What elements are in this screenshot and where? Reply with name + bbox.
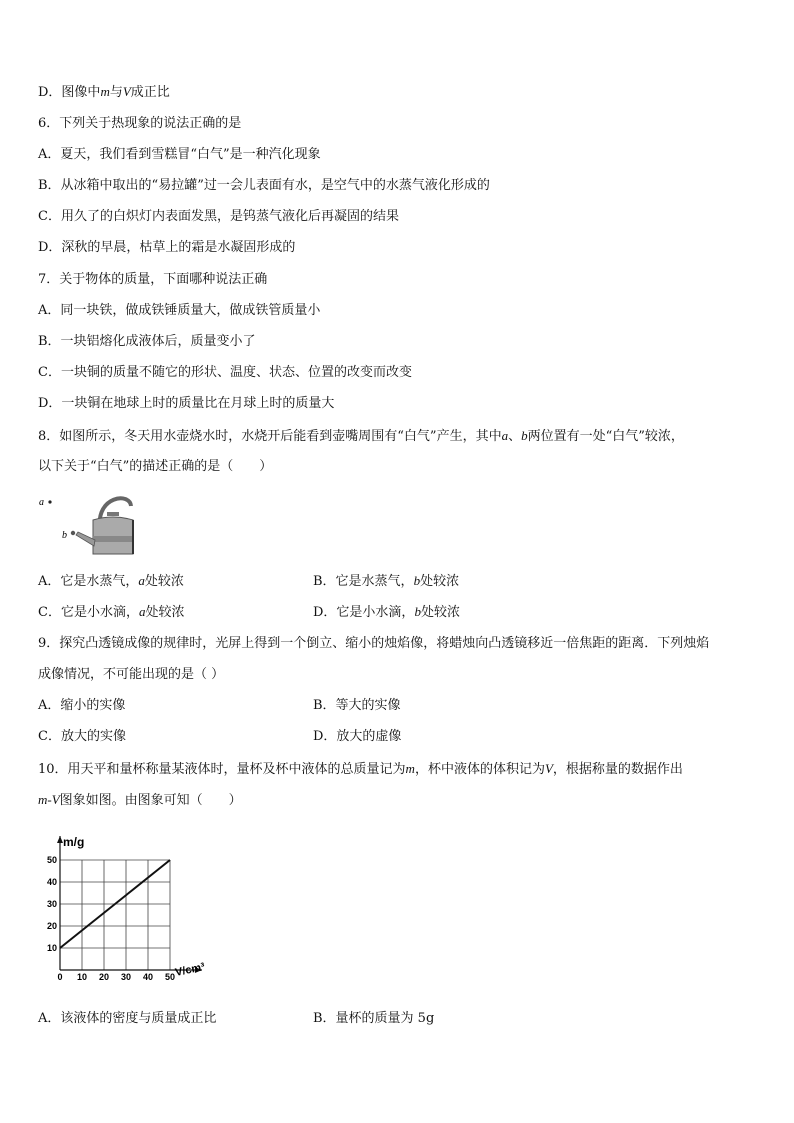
q9-stem-line1: 9．探究凸透镜成像的规律时，光屏上得到一个倒立、缩小的烛焰像，将蜡烛向凸透镜移近一倍焦距的距离．下列烛焰: [38, 636, 710, 651]
q8-option-b-var: b: [413, 573, 421, 588]
q10-option-a: A．该液体的密度与质量成正比: [38, 1011, 217, 1026]
kettle-spout: [76, 532, 95, 546]
x-tick-label: 50: [164, 972, 176, 982]
q10-stem-line2: [38, 792, 242, 809]
q7-stem: 7．关于物体的质量，下面哪种说法正确: [38, 272, 268, 287]
x-tick-label: 40: [142, 972, 154, 982]
q8-option-a-pre: A．它是水蒸气，: [38, 574, 139, 589]
x-axis-label: V/cm³: [174, 960, 206, 979]
q10-stem-pre: 10．用天平和量杯称量某液体时，量杯及杯中液体的总质量记为: [38, 762, 406, 777]
mv-graph: [30, 824, 230, 994]
x-tick-label: 10: [76, 972, 88, 982]
kettle-lid: [107, 512, 119, 516]
var-v: V: [122, 84, 131, 99]
x-tick-label: 30: [120, 972, 132, 982]
q9-stem-line2: 成像情况，不可能出现的是（ ）: [38, 667, 225, 682]
q6-option-c: C．用久了的白炽灯内表面发黑，是钨蒸气液化后再凝固的结果: [38, 209, 399, 224]
var-v: V: [544, 761, 553, 776]
point-a-dot: [48, 500, 51, 503]
var-m: m: [405, 761, 415, 776]
q6-option-d: D．深秋的早晨，枯草上的霜是水凝固形成的: [38, 240, 296, 255]
q6-option-a: A．夏天，我们看到雪糕冒“白气”是一种汽化现象: [38, 147, 321, 162]
q7-option-b: B．一块铝熔化成液体后，质量变小了: [38, 334, 256, 349]
q8-option-c: [38, 604, 184, 621]
q10-stem-mid: ，杯中液体的体积记为: [414, 762, 545, 777]
q8-stem-post: 两位置有一处“白气”较浓，: [527, 429, 684, 444]
y-tick-label: 40: [46, 877, 57, 887]
q9-option-a: A．缩小的实像: [38, 698, 126, 713]
q8-stem-pre: 8．如图所示，冬天用水壶烧水时，水烧开后能看到壶嘴周围有“白气”产生，其中: [38, 429, 502, 444]
q9-option-d: D．放大的虚像: [313, 729, 402, 744]
y-axis-label: m/g: [63, 835, 85, 849]
q8-option-c-pre: C．它是小水滴，: [38, 605, 139, 620]
x-tick-label: 0: [57, 972, 63, 982]
y-tick-label: 30: [46, 899, 57, 909]
q8-option-b: [313, 573, 459, 590]
kettle-band: [93, 536, 133, 542]
q8-option-a: [38, 573, 184, 590]
q10-stem-post: ，根据称量的数据作出: [552, 762, 683, 777]
q8-stem-line2: 以下关于“白气”的描述正确的是（ ）: [38, 459, 273, 474]
x-tick-label: 20: [98, 972, 110, 982]
q10-option-b: B．量杯的质量为 5g: [313, 1011, 435, 1026]
var-a: a: [501, 428, 509, 443]
q5-option-d: [38, 84, 170, 101]
figure-label-a: a: [39, 497, 44, 508]
kettle-figure: [38, 488, 138, 558]
q8-option-c-post: 处较浓: [145, 605, 185, 620]
q8-option-b-pre: B．它是水蒸气，: [313, 574, 414, 589]
mv-graph-svg: [30, 824, 230, 994]
y-tick-label: 50: [46, 855, 57, 865]
var-m: m: [100, 84, 110, 99]
q8-option-d: [313, 604, 460, 621]
q9-option-b: B．等大的实像: [313, 698, 401, 713]
q6-stem: 6．下列关于热现象的说法正确的是: [38, 116, 242, 131]
q5-option-d-prefix: D．图像中: [38, 85, 101, 100]
var-b: b: [521, 428, 528, 443]
q8-sep: 、: [508, 429, 522, 444]
q7-option-c: C．一块铜的质量不随它的形状、温度、状态、位置的改变而改变: [38, 365, 412, 380]
q6-option-b: B．从冰箱中取出的“易拉罐”过一会儿表面有水，是空气中的水蒸气液化形成的: [38, 178, 490, 193]
q5-option-d-suffix: 成正比: [130, 85, 170, 100]
q8-option-c-var: a: [138, 604, 146, 619]
q8-option-d-var: b: [414, 604, 421, 619]
point-b-dot: [71, 531, 75, 535]
q7-option-d: D．一块铜在地球上时的质量比在月球上时的质量大: [38, 396, 335, 411]
q8-stem-line1: [38, 428, 684, 445]
q10-stem-post2: 图象如图。由图象可知（ ）: [59, 793, 242, 808]
q7-option-a: A．同一块铁，做成铁锤质量大，做成铁管质量小: [38, 303, 321, 318]
q8-option-a-post: 处较浓: [144, 574, 184, 589]
kettle-body: [93, 517, 133, 554]
q9-option-c: C．放大的实像: [38, 729, 126, 744]
y-tick-label: 10: [46, 943, 57, 953]
var-m-v: m-V: [38, 792, 60, 807]
q8-option-b-post: 处较浓: [420, 574, 460, 589]
q5-option-d-mid: 与: [109, 85, 123, 100]
q8-option-a-var: a: [138, 573, 145, 588]
q8-option-d-pre: D．它是小水滴，: [313, 605, 415, 620]
figure-label-b: b: [62, 530, 67, 541]
y-tick-label: 20: [46, 921, 57, 931]
q8-option-d-post: 处较浓: [420, 605, 460, 620]
q10-stem-line1: [38, 761, 683, 778]
